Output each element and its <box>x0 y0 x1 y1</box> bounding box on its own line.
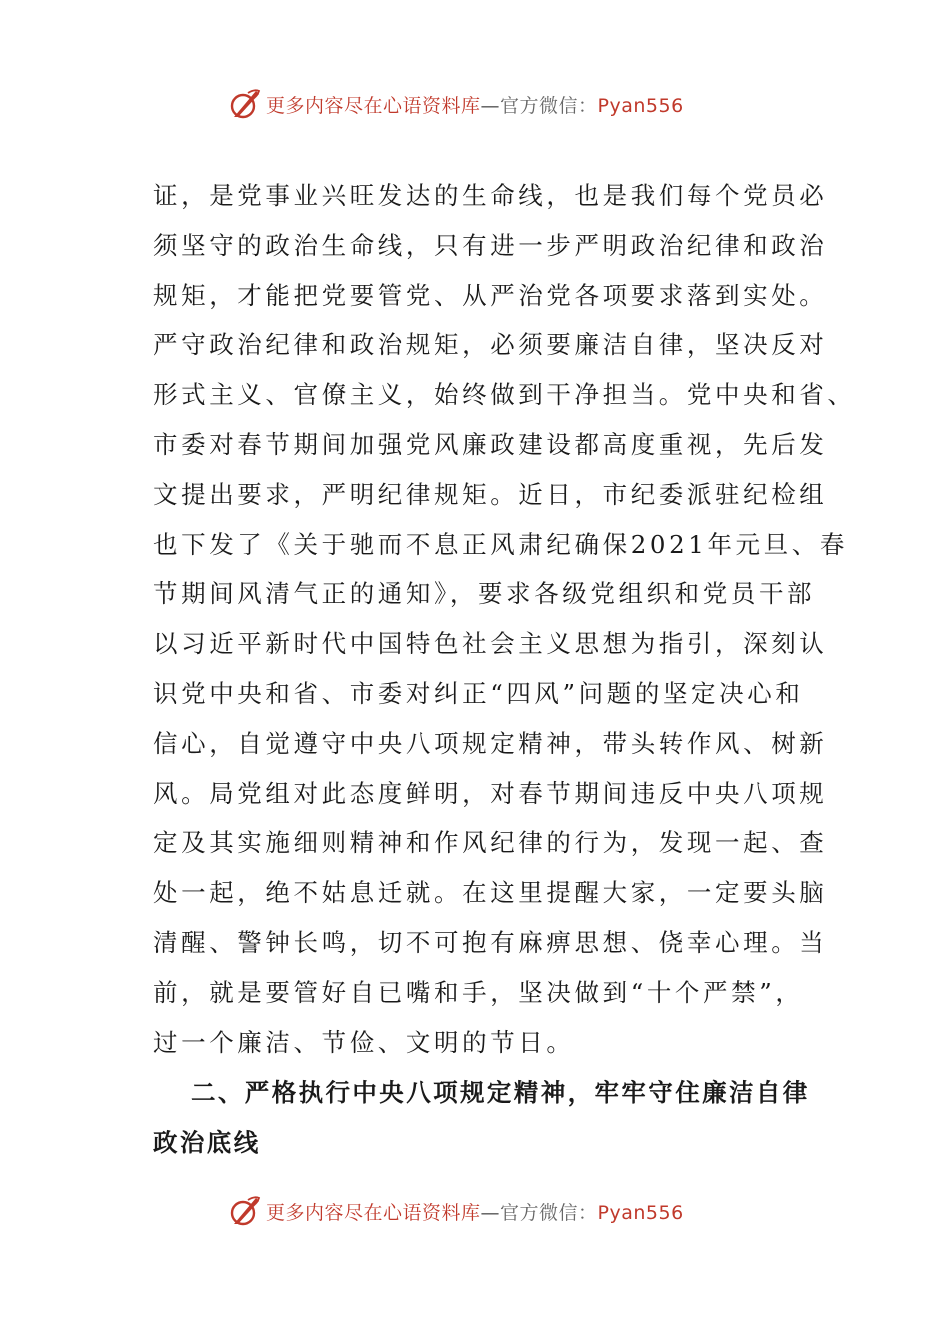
watermark-main: 更多内容尽在心语资料库 <box>266 94 481 117</box>
quill-pen-logo-icon <box>228 1194 262 1228</box>
body-line: 识党中央和省、市委对纠正“四风”问题的坚定决心和 <box>153 678 804 708</box>
body-line: 以习近平新时代中国特色社会主义思想为指引，深刻认 <box>153 629 828 659</box>
watermark-id: Pyan556 <box>597 94 684 117</box>
watermark-sub: 官方微信： <box>500 94 598 117</box>
body-line: 风。局党组对此态度鲜明，对春节期间违反中央八项规 <box>153 778 828 808</box>
watermark-separator: — <box>480 94 501 117</box>
document-body <box>153 171 856 1067</box>
body-line: 市委对春节期间加强党风廉政建设都高度重视，先后发 <box>153 429 828 459</box>
body-line: 形式主义、官僚主义，始终做到干净担当。党中央和省、 <box>153 380 856 410</box>
body-line: 前，就是要管好自已嘴和手，坚决做到“十个严禁”， <box>153 977 804 1007</box>
body-line: 规矩，才能把党要管党、从严治党各项要求落到实处。 <box>153 280 828 310</box>
quill-pen-logo-icon <box>228 87 262 121</box>
section-heading <box>153 1068 813 1168</box>
watermark-id: Pyan556 <box>597 1201 684 1224</box>
body-line: 文提出要求，严明纪律规矩。近日，市纪委派驻纪检组 <box>153 479 828 509</box>
body-line: 过一个廉洁、节俭、文明的节日。 <box>153 1027 575 1057</box>
body-line: 处一起，绝不姑息迁就。在这里提醒大家，一定要头脑 <box>153 878 828 908</box>
heading-line: 二、严格执行中央八项规定精神，牢牢守住廉洁自律 <box>191 1078 810 1107</box>
body-line: 信心，自觉遵守中央八项规定精神，带头转作风、树新 <box>153 728 828 758</box>
watermark-text <box>266 91 684 118</box>
body-line: 也下发了《关于驰而不息正风肃纪确保2021年元旦、春 <box>153 529 848 559</box>
body-line: 节期间风清气正的通知》，要求各级党组织和党员干部 <box>153 579 816 609</box>
body-line: 清醒、警钟长鸣，切不可抱有麻痹思想、侥幸心理。当 <box>153 927 828 957</box>
body-line: 定及其实施细则精神和作风纪律的行为，发现一起、查 <box>153 828 828 858</box>
watermark-banner-top <box>228 84 684 124</box>
watermark-text <box>266 1198 684 1225</box>
watermark-main: 更多内容尽在心语资料库 <box>266 1201 481 1224</box>
body-line: 须坚守的政治生命线，只有进一步严明政治纪律和政治 <box>153 230 828 260</box>
watermark-separator: — <box>480 1201 501 1224</box>
watermark-sub: 官方微信： <box>500 1201 598 1224</box>
heading-line: 政治底线 <box>153 1128 261 1157</box>
body-line: 证，是党事业兴旺发达的生命线，也是我们每个党员必 <box>153 181 828 210</box>
watermark-banner-bottom <box>228 1191 684 1231</box>
body-line: 严守政治纪律和政治规矩，必须要廉洁自律，坚决反对 <box>153 330 828 360</box>
